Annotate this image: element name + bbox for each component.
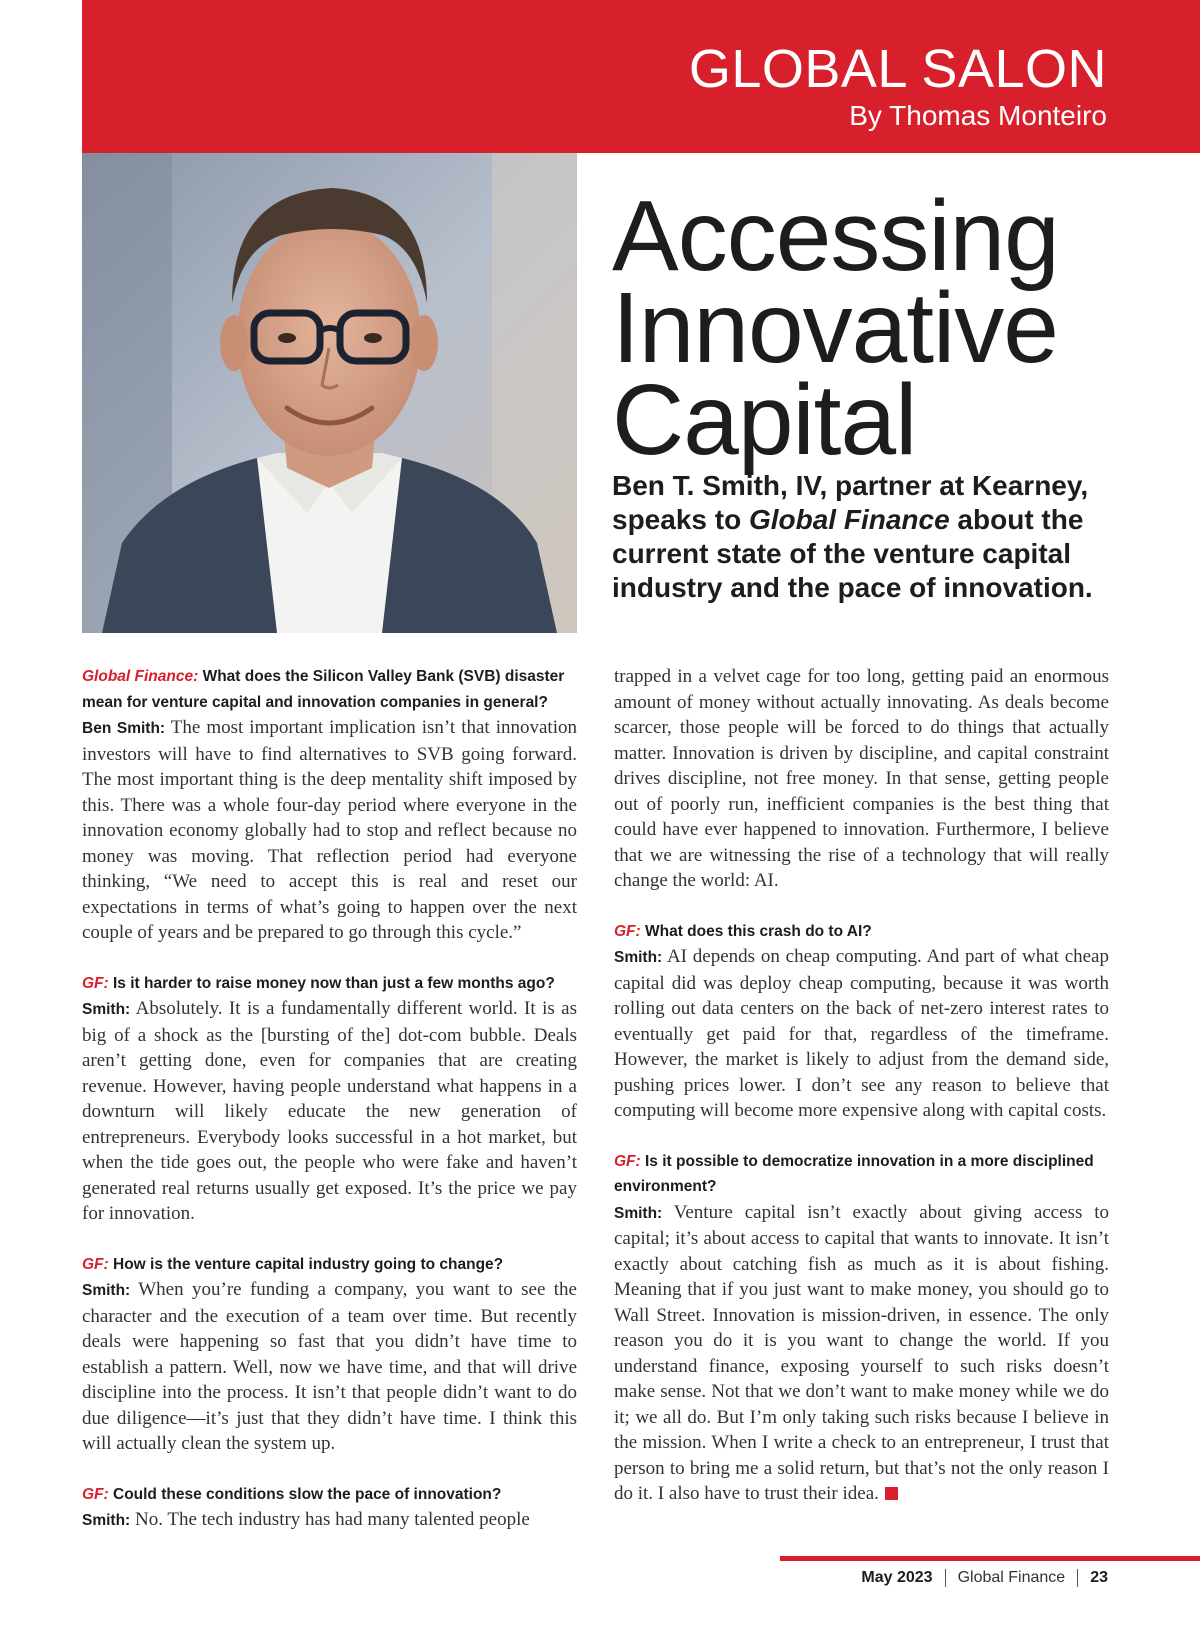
deck [612, 469, 1112, 605]
question-text: How is the venture capital industry going to change? [108, 1255, 504, 1273]
answer-2 [82, 996, 577, 1227]
answer-1 [82, 715, 577, 946]
question-label: GF: [614, 922, 641, 940]
question-text: What does this crash do to AI? [640, 922, 872, 940]
question-label: GF: [82, 1255, 109, 1273]
footer-date: May 2023 [861, 1569, 933, 1586]
answer-text: No. The tech industry has had many talented people [130, 1509, 530, 1530]
question-text: What does the Silicon Valley Bank (SVB) disaster mean for venture capital and innovation companies in general? [82, 668, 565, 711]
speaker-label: Smith: [614, 1204, 663, 1222]
headline [612, 180, 1172, 476]
page-footer [861, 1569, 1108, 1587]
byline: By Thomas Monteiro [849, 100, 1107, 131]
portrait-photo [82, 153, 577, 633]
footer-publication: Global Finance [957, 1569, 1066, 1586]
question-text: Is it harder to raise money now than just a few months ago? [108, 974, 555, 992]
speaker-label: Smith: [82, 1512, 131, 1529]
section-banner [82, 0, 1200, 153]
answer-text: Absolutely. It is a fundamentally different world. It is as big of a shock as the [bursting of the] dot-com bubble. Deals aren’t getting done, even for companies that are creating revenue. However, having people understand what happens in a downturn will likely educate the new generation of entrepreneurs. Everybody looks successful in a hot market, but when the tide goes out, the people who were fake and haven’t generated real returns usually get exposed. It’s the price we pay for innovation. [82, 998, 577, 1224]
question-label: Global Finance: [82, 668, 199, 685]
answer-4-continued: trapped in a velvet cage for too long, getting paid an enormous amount of money without actually innovating. As deals become scarcer, those people will be forced to do things that actually matter. Innovation is driven by discipline, and capital constraint drives discipline, not free money. In that sense, getting people out of poorly run, inefficient companies is the best thing that could have ever happened to innovation. Furthermore, I believe that we are witnessing the rise of a technology that will really change the world: AI. [614, 666, 1109, 891]
footer-rule [780, 1556, 1200, 1561]
headline-line-1: Accessing [612, 180, 1059, 292]
article-column-left [82, 664, 577, 1534]
speaker-label: Ben Smith: [82, 720, 166, 737]
question-2 [82, 971, 577, 997]
speaker-label: Smith: [82, 1282, 131, 1299]
speaker-label: Smith: [82, 1001, 131, 1018]
end-mark-icon [885, 1487, 898, 1500]
speaker-label: Smith: [614, 949, 663, 966]
answer-text: When you’re funding a company, you want to see the character and the execution of a team over time. But recently deals were happening so fast that you didn’t have time to establish a pattern. Well, now we have time, and that will drive discipline into the process. It isn’t that people didn’t want to do due diligence—it’s just that they didn’t have time. I think this will actually clean the system up. [82, 1279, 577, 1454]
question-3 [82, 1252, 577, 1278]
question-label: GF: [82, 1485, 109, 1503]
question-4 [82, 1482, 577, 1508]
question-label: GF: [614, 1152, 641, 1170]
question-5 [614, 919, 1109, 945]
question-text: Is it possible to democratize innovation in a more disciplined environment? [614, 1152, 1094, 1195]
answer-6 [614, 1200, 1109, 1507]
answer-5 [614, 944, 1109, 1124]
question-text: Could these conditions slow the pace of innovation? [108, 1485, 502, 1503]
footer-separator [1077, 1569, 1078, 1587]
headline-line-2: Innovative [612, 272, 1058, 384]
answer-3 [82, 1277, 577, 1457]
answer-text: Venture capital isn’t exactly about giving access to capital; it’s about access to capital that wants to innovate. It isn’t exactly about catching fish as much as it is about fishing. Meaning that if you just want to make money, you should go to Wall Street. Innovation is mission-driven, in essence. The only reason you do it is you want to change the world. If you understand finance, exposing yourself to such risks doesn’t make sense. Not that we don’t want to make money while we do it; we all do. But I’m only taking such risks because I believe in the mission. When I write a check to an entrepreneur, I trust that person to bring me a solid return, but that’s not the only reason I do it. I also have to trust their idea. [614, 1201, 1109, 1504]
question-1 [82, 664, 577, 715]
article-column-right [614, 664, 1109, 1507]
answer-4-start [82, 1507, 577, 1534]
headline-line-3: Capital [612, 364, 917, 476]
deck-text-2: about the current state of the venture capital industry and the pace of innovation. [612, 504, 1093, 603]
section-title: GLOBAL SALON [688, 39, 1107, 99]
deck-publication: Global Finance [748, 504, 950, 535]
page-number: 23 [1090, 1569, 1108, 1586]
answer-text: AI depends on cheap computing. And part of what cheap capital did was deploy cheap computing, because it was worth rolling out data centers on the back of net-zero interest rates to eventually get paid for that, regardless of the timeframe. However, the market is likely to adjust from the demand side, pushing prices lower. I don’t see any reason to believe that computing will become more expensive along with capital costs. [614, 946, 1109, 1121]
question-6 [614, 1149, 1109, 1200]
footer-separator [945, 1569, 946, 1587]
question-label: GF: [82, 974, 109, 992]
deck-text-1: Ben T. Smith, IV, partner at Kearney, speaks to [612, 470, 1089, 535]
answer-text: The most important implication isn’t that innovation investors will have to find alternatives to SVB going forward. The most important thing is the deep mentality shift imposed by this. There was a whole four-day period where everyone in the innovation economy globally had to stop and reflect because no money was moving. That reflection period had everyone thinking, “We need to accept this is real and reset our expectations in terms of what’s going to happen over the next couple of years and be prepared to go through this cycle.” [82, 717, 577, 943]
